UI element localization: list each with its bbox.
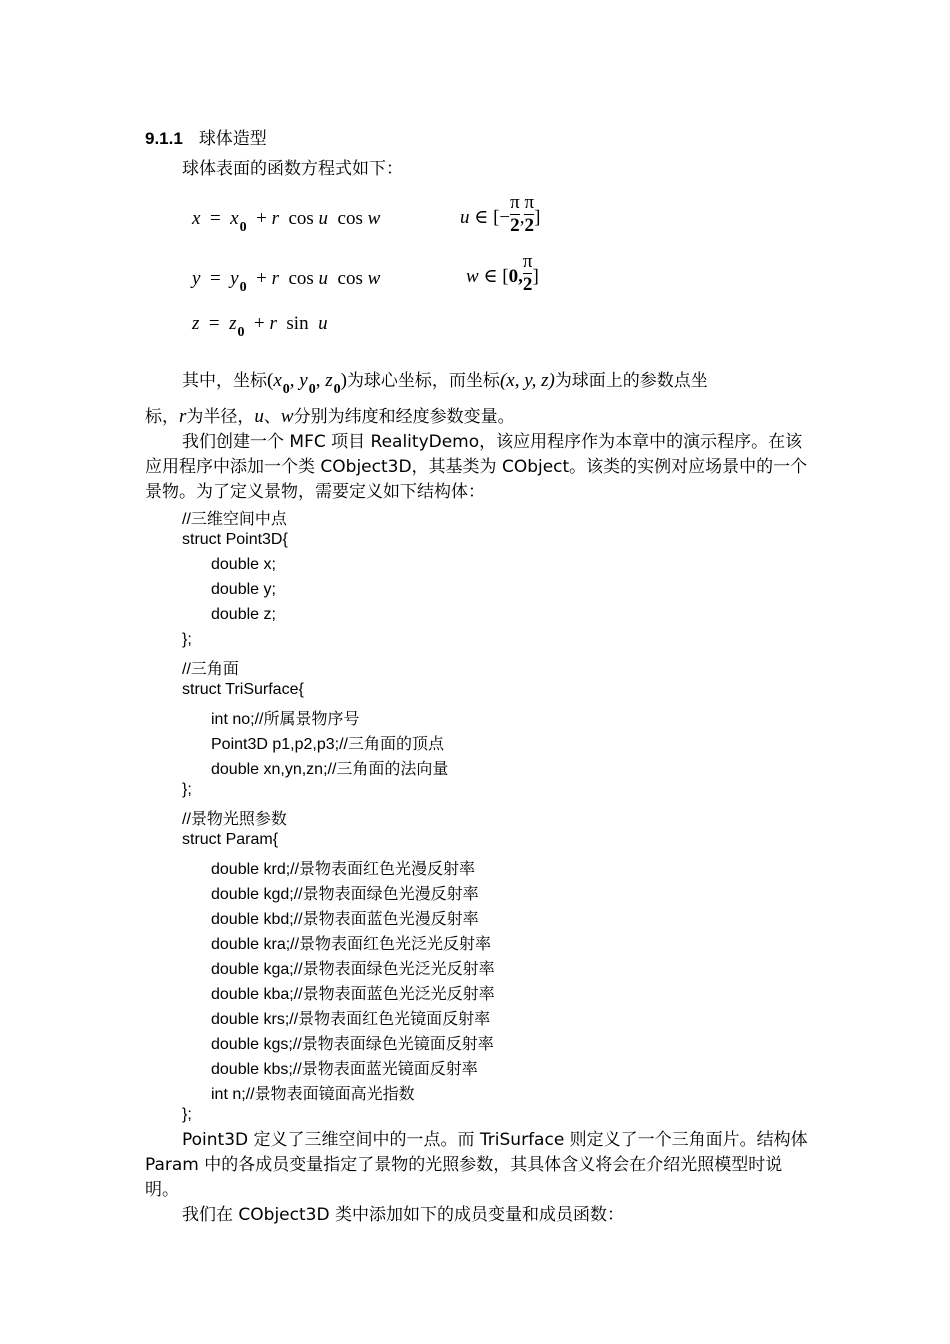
intro-line: 球体表面的函数方程式如下： — [182, 159, 403, 179]
code-line: double kba;//景物表面蓝色光泛光反射率 — [211, 986, 495, 1003]
equation-y: $y = y_0 + r$ cos u cos w — [192, 268, 381, 295]
code-line: double kra;//景物表面红色光泛光反射率 — [211, 936, 492, 953]
code-line: double kbs;//景物表面蓝光镜面反射率 — [211, 1061, 478, 1078]
code-line: int n;//景物表面镜面高光指数 — [211, 1086, 415, 1103]
code-line: }; — [182, 631, 192, 648]
code-line: //景物光照参数 — [182, 811, 287, 828]
range-u: u ∈ [− $\frac{\pi}{2}$ , $\frac{\pi}{2}$ ] — [460, 192, 541, 236]
code-line: double y; — [211, 581, 276, 598]
para4: 我们在 CObject3D 类中添加如下的成员变量和成员函数： — [182, 1205, 624, 1225]
para1-line1: 其中，坐标($x_0$, $y_0$, $z_0$)为球心坐标，而坐标(x, y, z)为球面上的参数点坐 — [182, 370, 708, 397]
code-line: double krs;//景物表面红色光镜面反射率 — [211, 1011, 491, 1028]
code-line: double z; — [211, 606, 276, 623]
range-w: w ∈ [0, $\frac{\pi}{2}$ ] — [466, 251, 539, 295]
equation-z: $z = z_0 + r$ sin u — [192, 313, 328, 340]
para3: Point3D 定义了三维空间中的一点。而 TriSurface 则定义了一个三角面片。结构体 Param 中的各成员变量指定了景物的光照参数，其具体含义将会在介绍光照模型时说明。 — [145, 1130, 808, 1200]
code-line: double kga;//景物表面绿色光泛光反射率 — [211, 961, 495, 978]
code-line: double kbd;//景物表面蓝色光漫反射率 — [211, 911, 479, 928]
code-line: //三维空间中点 — [182, 511, 287, 528]
code-line: }; — [182, 1106, 192, 1123]
code-line: double xn,yn,zn;//三角面的法向量 — [211, 761, 449, 778]
section-number: 9.1.1 — [145, 129, 183, 148]
code-line: }; — [182, 781, 192, 798]
code-line: Point3D p1,p2,p3;//三角面的顶点 — [211, 736, 444, 753]
code-line: struct Param{ — [182, 831, 279, 848]
code-line: struct TriSurface{ — [182, 681, 304, 698]
equation-x: $x = x_0 + r$ cos u cos w — [192, 208, 381, 235]
code-line: double kgs;//景物表面绿色光镜面反射率 — [211, 1036, 494, 1053]
para2: 我们创建一个 MFC 项目 RealityDemo，该应用程序作为本章中的演示程序。在该应用程序中添加一个类 CObject3D，其基类为 CObject。该类的实例对应场景中的一个景物。为了定义景物，需要定义如下结构体： — [145, 432, 808, 502]
code-line: int no;//所属景物序号 — [211, 711, 360, 728]
code-line: double kgd;//景物表面绿色光漫反射率 — [211, 886, 479, 903]
code-line: //三角面 — [182, 661, 239, 678]
section-title: 球体造型 — [198, 129, 267, 149]
code-line: double krd;//景物表面红色光漫反射率 — [211, 861, 476, 878]
code-line: struct Point3D{ — [182, 531, 288, 548]
section-heading — [145, 124, 267, 149]
para1-line2: 标，r为半径，u、w分别为纬度和经度参数变量。 — [145, 406, 515, 427]
code-line: double x; — [211, 556, 276, 573]
